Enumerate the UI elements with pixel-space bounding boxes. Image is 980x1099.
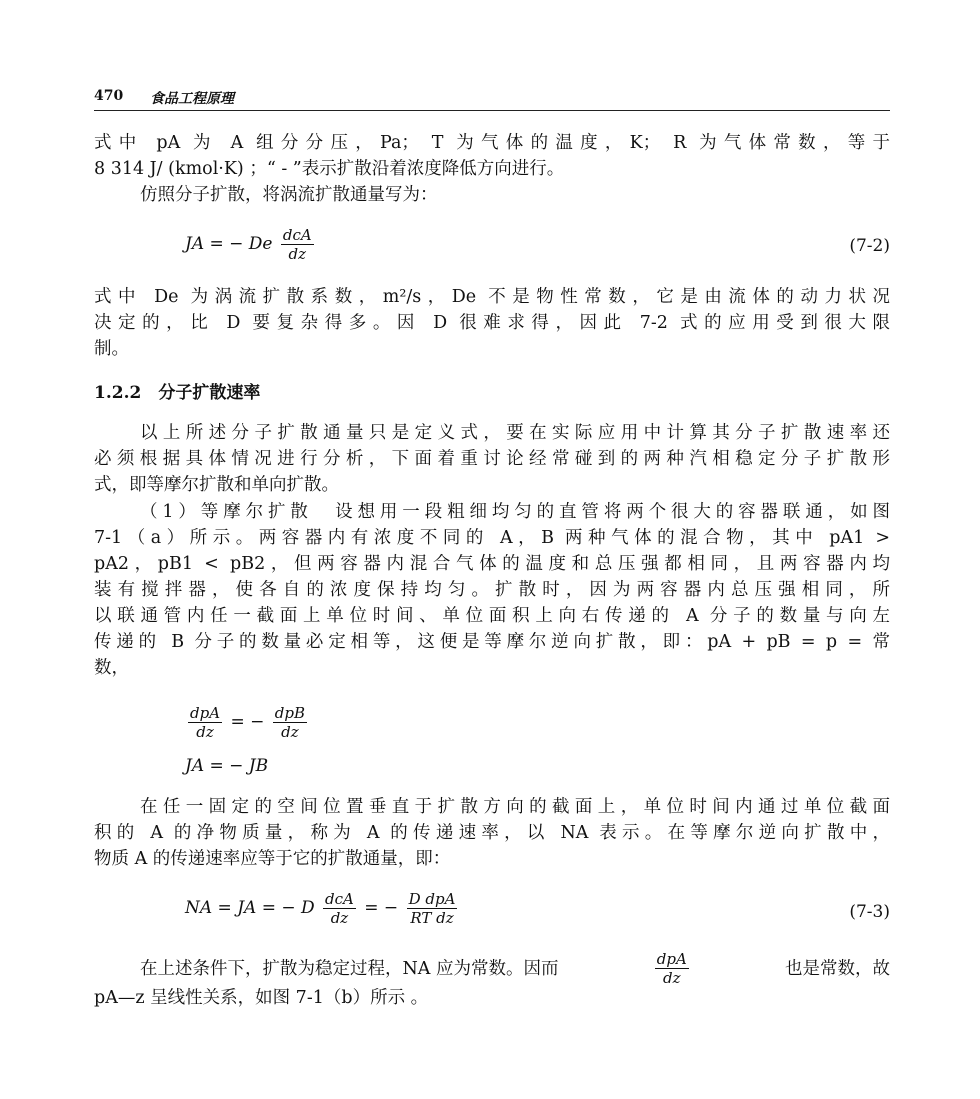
text-line: 必须根据具体情况进行分析，下面着重讨论经常碰到的两种汽相稳定分子扩散形 — [94, 449, 890, 469]
text-line: 决定的，比 D 要复杂得多。因 D 很难求得，因此 7-2 式的应用受到很大限 — [94, 313, 890, 333]
text-line: 式中 pA 为 A 组分分压，Pa； T 为气体的温度，K； R 为气体常数，等于 — [94, 133, 890, 153]
text-line: pA—z 呈线性关系，如图 7-1（b）所示 。 — [94, 988, 429, 1008]
text-line: 7-1（a）所示。两容器内有浓度不同的 A，B 两种气体的混合物，其中 pA1 > — [94, 528, 890, 548]
text-segment: 也是常数，故 — [785, 958, 890, 979]
text-line: 传递的 B 分子的数量必定相等，这便是等摩尔逆向扩散，即：pA + pB = p = 常 — [94, 632, 890, 652]
fraction — [323, 890, 356, 927]
equation-lhs: NA = JA = − D — [185, 898, 315, 918]
text-line: 物质 A 的传递速率应等于它的扩散通量，即： — [94, 849, 451, 869]
text-line: 式中 De 为涡流扩散系数，m²/s，De 不是物性常数，它是由流体的动力状况 — [94, 287, 890, 307]
denominator: dz — [196, 723, 214, 741]
inline-fraction — [655, 950, 689, 987]
equation-flux-balance: JA = − JB — [185, 756, 269, 776]
denominator: dz — [281, 723, 299, 741]
fraction — [188, 704, 222, 741]
equation-number: (7-2) — [849, 236, 890, 256]
running-title: 食品工程原理 — [150, 91, 234, 107]
equation-number: (7-3) — [849, 902, 890, 922]
fraction — [407, 890, 458, 927]
numerator: dpA — [656, 950, 687, 968]
denominator: RT dz — [410, 909, 454, 927]
text-line: 制。 — [94, 339, 129, 359]
text-line: 积的 A 的净物质量，称为 A 的传递速率，以 NA 表示。在等摩尔逆向扩散中， — [94, 823, 890, 843]
text-line: 以联通管内任一截面上单位时间、单位面积上向右传递的 A 分子的数量与向左 — [94, 606, 890, 626]
equation-operator: = − — [230, 712, 265, 732]
text-line: 8 314 J/ (kmol·K) ；“ - ”表示扩散沿着浓度降低方向进行。 — [94, 159, 565, 179]
numerator: dpA — [190, 704, 221, 722]
equation-operator: = − — [364, 898, 399, 918]
page-number: 470 — [94, 88, 124, 104]
denominator: dz — [663, 969, 681, 987]
text-segment: 在上述条件下，扩散为稳定过程，NA 应为常数。因而 — [140, 958, 559, 979]
section-heading: 1.2.2 分子扩散速率 — [94, 383, 261, 403]
denominator: dz — [330, 909, 349, 927]
text-line: pA2，pB1 < pB2，但两容器内混合气体的温度和总压强都相同，且两容器内均 — [94, 554, 890, 574]
text-line: 仿照分子扩散，将涡流扩散通量写为： — [140, 185, 438, 205]
text-line: （1）等摩尔扩散 设想用一段粗细均匀的直管将两个很大的容器联通，如图 — [140, 502, 890, 522]
text-line: 装有搅拌器，使各自的浓度保持均匀。扩散时，因为两容器内总压强相同，所 — [94, 580, 890, 600]
numerator: dcA — [282, 226, 312, 244]
equation-7-3 — [185, 890, 460, 927]
fraction — [281, 226, 314, 263]
fraction — [273, 704, 307, 741]
page-header — [94, 86, 890, 111]
text-line: 在任一固定的空间位置垂直于扩散方向的截面上，单位时间内通过单位截面 — [140, 797, 890, 817]
equation-7-2 — [185, 226, 317, 263]
numerator: D dpA — [408, 890, 456, 908]
numerator: dcA — [325, 890, 354, 908]
numerator: dpB — [274, 704, 305, 722]
text-line: 数， — [94, 658, 129, 678]
equation-lhs: JA = − De — [185, 234, 273, 254]
denominator: dz — [288, 245, 307, 263]
equation-dp-balance — [185, 704, 310, 741]
text-line: 式，即等摩尔扩散和单向扩散。 — [94, 475, 339, 495]
text-line: 以上所述分子扩散通量只是定义式，要在实际应用中计算其分子扩散速率还 — [140, 423, 890, 443]
text-line — [140, 950, 890, 987]
